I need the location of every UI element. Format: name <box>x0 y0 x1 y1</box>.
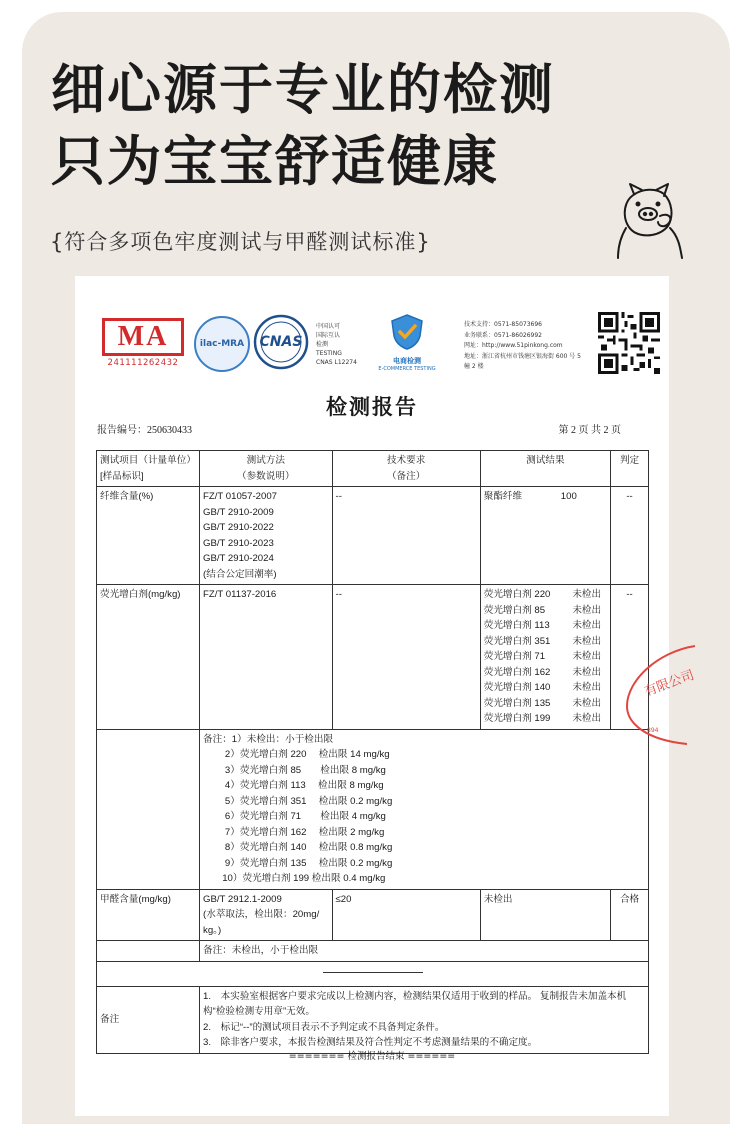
remarks-content <box>200 986 649 1053</box>
table-row-fluorescent <box>97 585 649 730</box>
fluor-result-row <box>484 696 607 712</box>
formaldehyde-judgement: 合格 <box>611 889 649 941</box>
divider-cell <box>97 961 649 986</box>
cma-number: 241111262432 <box>107 358 179 368</box>
fluor-result-row <box>484 634 607 650</box>
fluor-note-line: 5）荧光增白剂 351 检出限 0.2 mg/kg <box>203 795 393 807</box>
table-header-row <box>97 451 649 487</box>
method-line: GB/T 2910-2023 <box>203 537 274 549</box>
cma-logo <box>102 318 184 368</box>
fluor-result-name: 荧光增白剂 113 <box>483 620 550 631</box>
fluor-method: FZ/T 01137-2016 <box>200 585 332 730</box>
report-title: 检测报告 <box>326 394 418 419</box>
method-line: GB/T 2910-2024 <box>203 553 274 564</box>
cnas-info-line: TESTING <box>316 350 342 357</box>
fluor-result-row <box>484 618 607 634</box>
fluor-result-value: 未检出 <box>572 604 602 616</box>
fiber-methods <box>200 487 332 585</box>
contact-line: 业务联系：0571-86026992 <box>464 331 542 339</box>
table-row-remarks <box>97 986 649 1053</box>
contact-line: 技术支持：0571-85073696 <box>464 321 542 328</box>
header-judgement: 判定 <box>611 451 649 487</box>
header-item <box>97 451 200 487</box>
fluor-result-value: 未检出 <box>572 713 602 724</box>
fluor-result-value: 未检出 <box>572 620 602 631</box>
table-row-divider <box>97 961 649 986</box>
fluor-result-row <box>484 587 607 603</box>
fluor-result-row <box>484 680 607 696</box>
table-row-formaldehyde <box>97 889 649 941</box>
headline-line2: 只为宝宝舒适健康 <box>51 130 499 193</box>
fluor-result-name: 荧光增白剂 220 <box>483 589 551 600</box>
report-number: 报告编号：250630433 <box>97 425 192 436</box>
fluor-result-row <box>484 649 607 665</box>
cnas-info-line: 中国认可 <box>316 323 341 330</box>
fiber-judgement: -- <box>611 487 649 585</box>
cnas-wordmark: CNAS <box>259 334 303 350</box>
header-result: 测试结果 <box>480 451 610 487</box>
fluor-result-value: 未检出 <box>572 635 602 647</box>
ecom-label: 电商检测 <box>393 357 421 365</box>
method-line: (水萃取法，检出限：20mg/ <box>203 909 320 920</box>
certification-logos <box>102 312 642 382</box>
header-method-line2: （参数说明） <box>236 470 295 482</box>
formaldehyde-methods <box>200 889 332 941</box>
method-line: GB/T 2912.1-2009 <box>203 893 282 905</box>
report-end-marker: ======= 检测报告结束 ====== <box>288 1051 456 1062</box>
fluor-result-value: 未检出 <box>572 682 602 693</box>
contact-line: 地址：浙江省杭州市钱塘区银海街 600 号 5 <box>464 352 581 360</box>
fluor-result-value: 未检出 <box>572 651 602 662</box>
fluor-result-name: 荧光增白剂 351 <box>483 635 551 647</box>
header-req-line2: （备注） <box>386 470 426 482</box>
fluor-result-value: 未检出 <box>572 697 602 709</box>
fluor-result-name: 荧光增白剂 199 <box>483 713 551 724</box>
cma-mark: MA <box>102 318 184 356</box>
header-method-line1: 测试方法 <box>246 455 285 466</box>
header-requirement <box>332 451 480 487</box>
table-row-fluor-notes <box>97 729 649 889</box>
fluor-note-line: 9）荧光增白剂 135 检出限 0.2 mg/kg <box>203 857 393 869</box>
fiber-result-name: 聚酯纤维 <box>483 491 523 502</box>
cnas-info-line: 国际互认 <box>316 332 341 339</box>
empty-cell <box>97 729 200 889</box>
formaldehyde-item: 甲醛含量(mg/kg) <box>97 889 200 941</box>
fluor-result-name: 荧光增白剂 71 <box>483 651 546 662</box>
fluor-result-value: 未检出 <box>572 589 602 600</box>
header-method <box>200 451 332 487</box>
formaldehyde-result: 未检出 <box>480 889 610 941</box>
method-line: FZ/T 01057-2007 <box>203 491 277 502</box>
method-line: kg。) <box>203 924 222 936</box>
fluor-note-line: 10）荧光增白剂 199 检出限 0.4 mg/kg <box>203 873 386 884</box>
qr-code-icon <box>598 312 660 374</box>
fiber-requirement: -- <box>332 487 480 585</box>
fluor-note-line: 6）荧光增白剂 71 检出限 4 mg/kg <box>203 811 386 822</box>
seal-number: 894 <box>647 727 659 734</box>
fluor-results <box>480 585 610 730</box>
contact-line: 网址：http://www.51pinkong.com <box>464 342 563 349</box>
fluor-note-line: 8）荧光增白剂 140 检出限 0.8 mg/kg <box>203 842 393 853</box>
formaldehyde-note: 备注：未检出，小于检出限 <box>200 941 649 962</box>
remarks-label: 备注 <box>97 986 200 1053</box>
table-row-formaldehyde-note <box>97 941 649 962</box>
test-report-document <box>75 276 697 1116</box>
fiber-result <box>480 487 610 585</box>
formaldehyde-requirement: ≤20 <box>332 889 480 941</box>
method-line: GB/T 2910-2009 <box>203 506 274 518</box>
fluor-note-line: 备注：1）未检出：小于检出限 <box>203 733 334 745</box>
remark-line: 2. 标记“--”的测试项目表示不予判定或不具备判定条件。 <box>203 1021 445 1033</box>
header-req-line1: 技术要求 <box>386 455 426 466</box>
seal-text: 有限公司 <box>642 667 697 700</box>
header-item-line2: [样品标识] <box>100 470 144 482</box>
fluor-judgement: -- <box>611 585 649 730</box>
fluor-result-row <box>484 665 607 681</box>
fluor-result-name: 荧光增白剂 162 <box>483 666 551 678</box>
pig-mascot-icon <box>612 180 692 260</box>
header-item-line1: 测试项目（计量单位） <box>100 455 196 466</box>
cnas-info-line: CNAS L12274 <box>316 359 357 366</box>
shield-check-icon <box>387 312 427 352</box>
results-table <box>96 450 649 1054</box>
fluor-note-line: 4）荧光增白剂 113 检出限 8 mg/kg <box>203 780 384 791</box>
fluor-requirement: -- <box>332 585 480 730</box>
ilac-mra-logo: ilac-MRA <box>194 316 250 372</box>
fluor-notes <box>200 729 649 889</box>
fluor-result-row <box>484 711 607 727</box>
fluor-result-name: 荧光增白剂 140 <box>483 682 551 693</box>
fluor-result-value: 未检出 <box>572 666 602 678</box>
fiber-item: 纤维含量(%) <box>97 487 200 585</box>
subtitle: {符合多项色牢度测试与甲醛测试标准} <box>50 230 431 254</box>
empty-cell <box>97 941 200 962</box>
fluor-result-name: 荧光增白剂 85 <box>483 604 546 616</box>
ecom-sub: E-COMMERCE TESTING <box>378 366 436 372</box>
divider-line <box>323 972 423 973</box>
method-line: GB/T 2910-2022 <box>203 522 274 533</box>
fluor-result-row <box>484 603 607 619</box>
page-count: 第 2 页 共 2 页 <box>558 425 621 436</box>
cnas-info-line: 检测 <box>316 341 329 348</box>
ecommerce-testing-logo <box>372 312 442 372</box>
method-line: (结合公定回潮率) <box>203 568 277 580</box>
fluor-note-line: 2）荧光增白剂 220 检出限 14 mg/kg <box>203 749 390 760</box>
fiber-result-value: 100 <box>560 491 577 502</box>
fluor-note-line: 7）荧光增白剂 162 检出限 2 mg/kg <box>203 826 385 838</box>
contact-line: 幢 2 楼 <box>464 363 484 370</box>
fluor-item: 荧光增白剂(mg/kg) <box>97 585 200 730</box>
fluor-result-name: 荧光增白剂 135 <box>483 697 551 709</box>
headline-line1: 细心源于专业的检测 <box>51 58 555 121</box>
table-row-fiber <box>97 487 649 585</box>
cnas-info <box>316 322 360 367</box>
official-seal-stamp <box>617 636 697 746</box>
remark-line: 1. 本实验室根据客户要求完成以上检测内容，检测结果仅适用于收到的样品。 复制报告未加盖本机构“检验检测专用章”无效。 <box>203 990 627 1017</box>
remark-line: 3. 除非客户要求，本报告检测结果及符合性判定不考虑测量结果的不确定度。 <box>203 1037 538 1048</box>
fluor-note-line: 3）荧光增白剂 85 检出限 8 mg/kg <box>203 764 386 776</box>
